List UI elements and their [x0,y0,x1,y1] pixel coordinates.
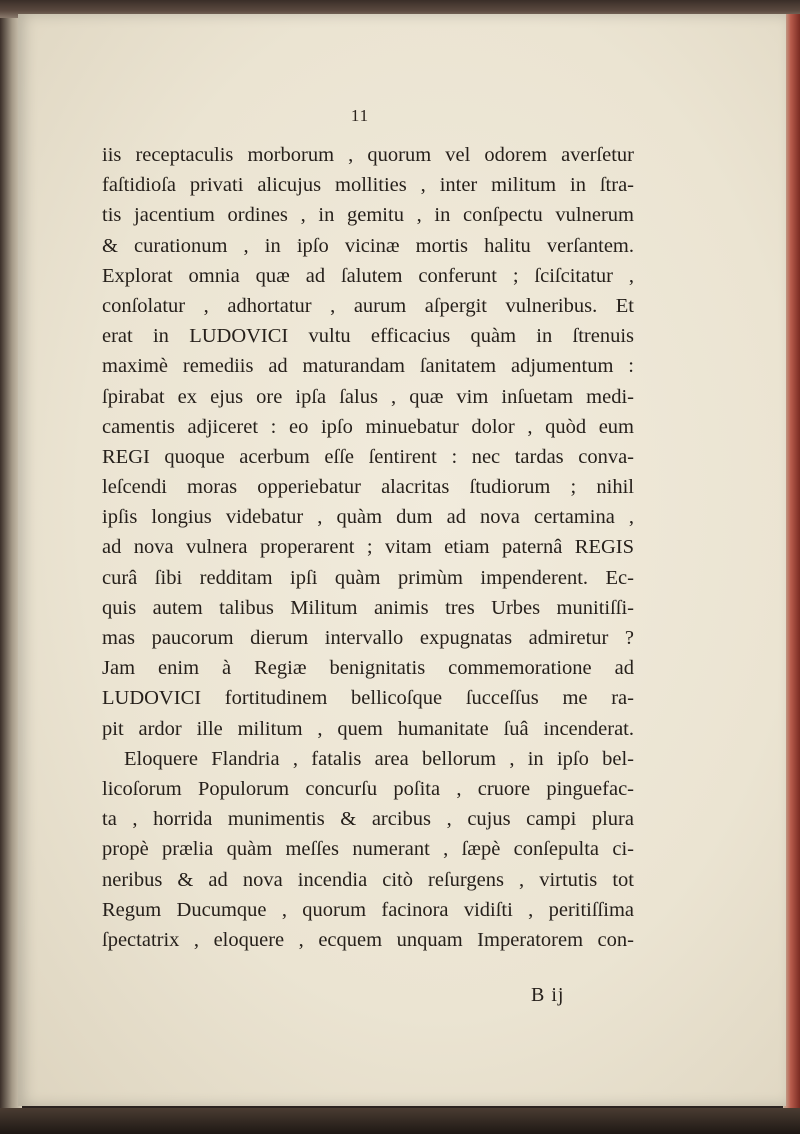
text-line: iis receptaculis morborum , quorum vel odorem averſetur [102,144,634,166]
text-line: faſtidioſa privati alicujus mollities , inter militum in ſtra- [102,174,634,197]
signature-mark: B ij [531,984,565,1006]
page-number: 11 [350,106,370,125]
text-line: Explorat omnia quæ ad ſalutem conferunt ; ſciſcitatur , [102,264,634,287]
text-line: erat in LUDOVICI vultu efficacius quàm in ſtrenuis [102,325,634,348]
text-line: REGI quoque acerbum eſſe ſentirent : nec tardas conva- [102,445,634,468]
text-line: Eloquere Flandria , fatalis area bellorum , in ipſo bel- [124,747,634,770]
text-line: propè prælia quàm meſſes numerant , ſæpè conſepulta ci- [102,838,634,861]
text-line: & curationum , in ipſo vicinæ mortis halitu verſantem. [102,234,634,257]
text-line: licoſorum Populorum concurſu poſita , cruore pinguefac- [102,777,634,800]
text-line: ad nova vulnera properarent ; vitam etiam paternâ REGIS [102,536,634,559]
text-line: tis jacentium ordines , in gemitu , in conſpectu vulnerum [102,204,634,227]
text-line: pit ardor ille militum , quem humanitate ſuâ incenderat. [102,717,634,740]
text-line: mas paucorum dierum intervallo expugnatas admiretur ? [102,627,634,649]
text-line: conſolatur , adhortatur , aurum aſpergit vulneribus. Et [102,294,634,317]
text-line: ſpirabat ex ejus ore ipſa ſalus , quæ vim inſuetam medi- [102,385,634,408]
text-line: Jam enim à Regiæ benignitatis commemoratione ad [102,657,634,680]
book-bottom-edge [0,1108,800,1134]
text-line: neribus & ad nova incendia citò reſurgens , virtutis tot [102,868,634,891]
text-line: ſpectatrix , eloquere , ecquem unquam Imperatorem con- [102,928,634,951]
text-line: maximè remediis ad maturandam ſanitatem adjumentum : [102,355,634,378]
text-line: Regum Ducumque , quorum facinora vidiſti , peritiſſima [102,898,634,921]
text-line: quis autem talibus Militum animis tres Urbes munitiſſi- [102,596,634,619]
text-line: curâ ſibi redditam ipſi quàm primùm impenderent. Ec- [102,566,634,589]
body-text [102,140,634,955]
text-line: ta , horrida munimentis & arcibus , cujus campi plura [102,808,634,831]
text-line: camentis adjiceret : eo ipſo minuebatur dolor , quòd eum [102,415,634,438]
book-page [18,14,786,1106]
text-line: ipſis longius videbatur , quàm dum ad nova certamina , [102,506,634,529]
text-line: leſcendi moras opperiebatur alacritas ſtudiorum ; nihil [102,476,634,499]
text-line: LUDOVICI fortitudinem bellicoſque ſucceſſus me ra- [102,687,634,710]
